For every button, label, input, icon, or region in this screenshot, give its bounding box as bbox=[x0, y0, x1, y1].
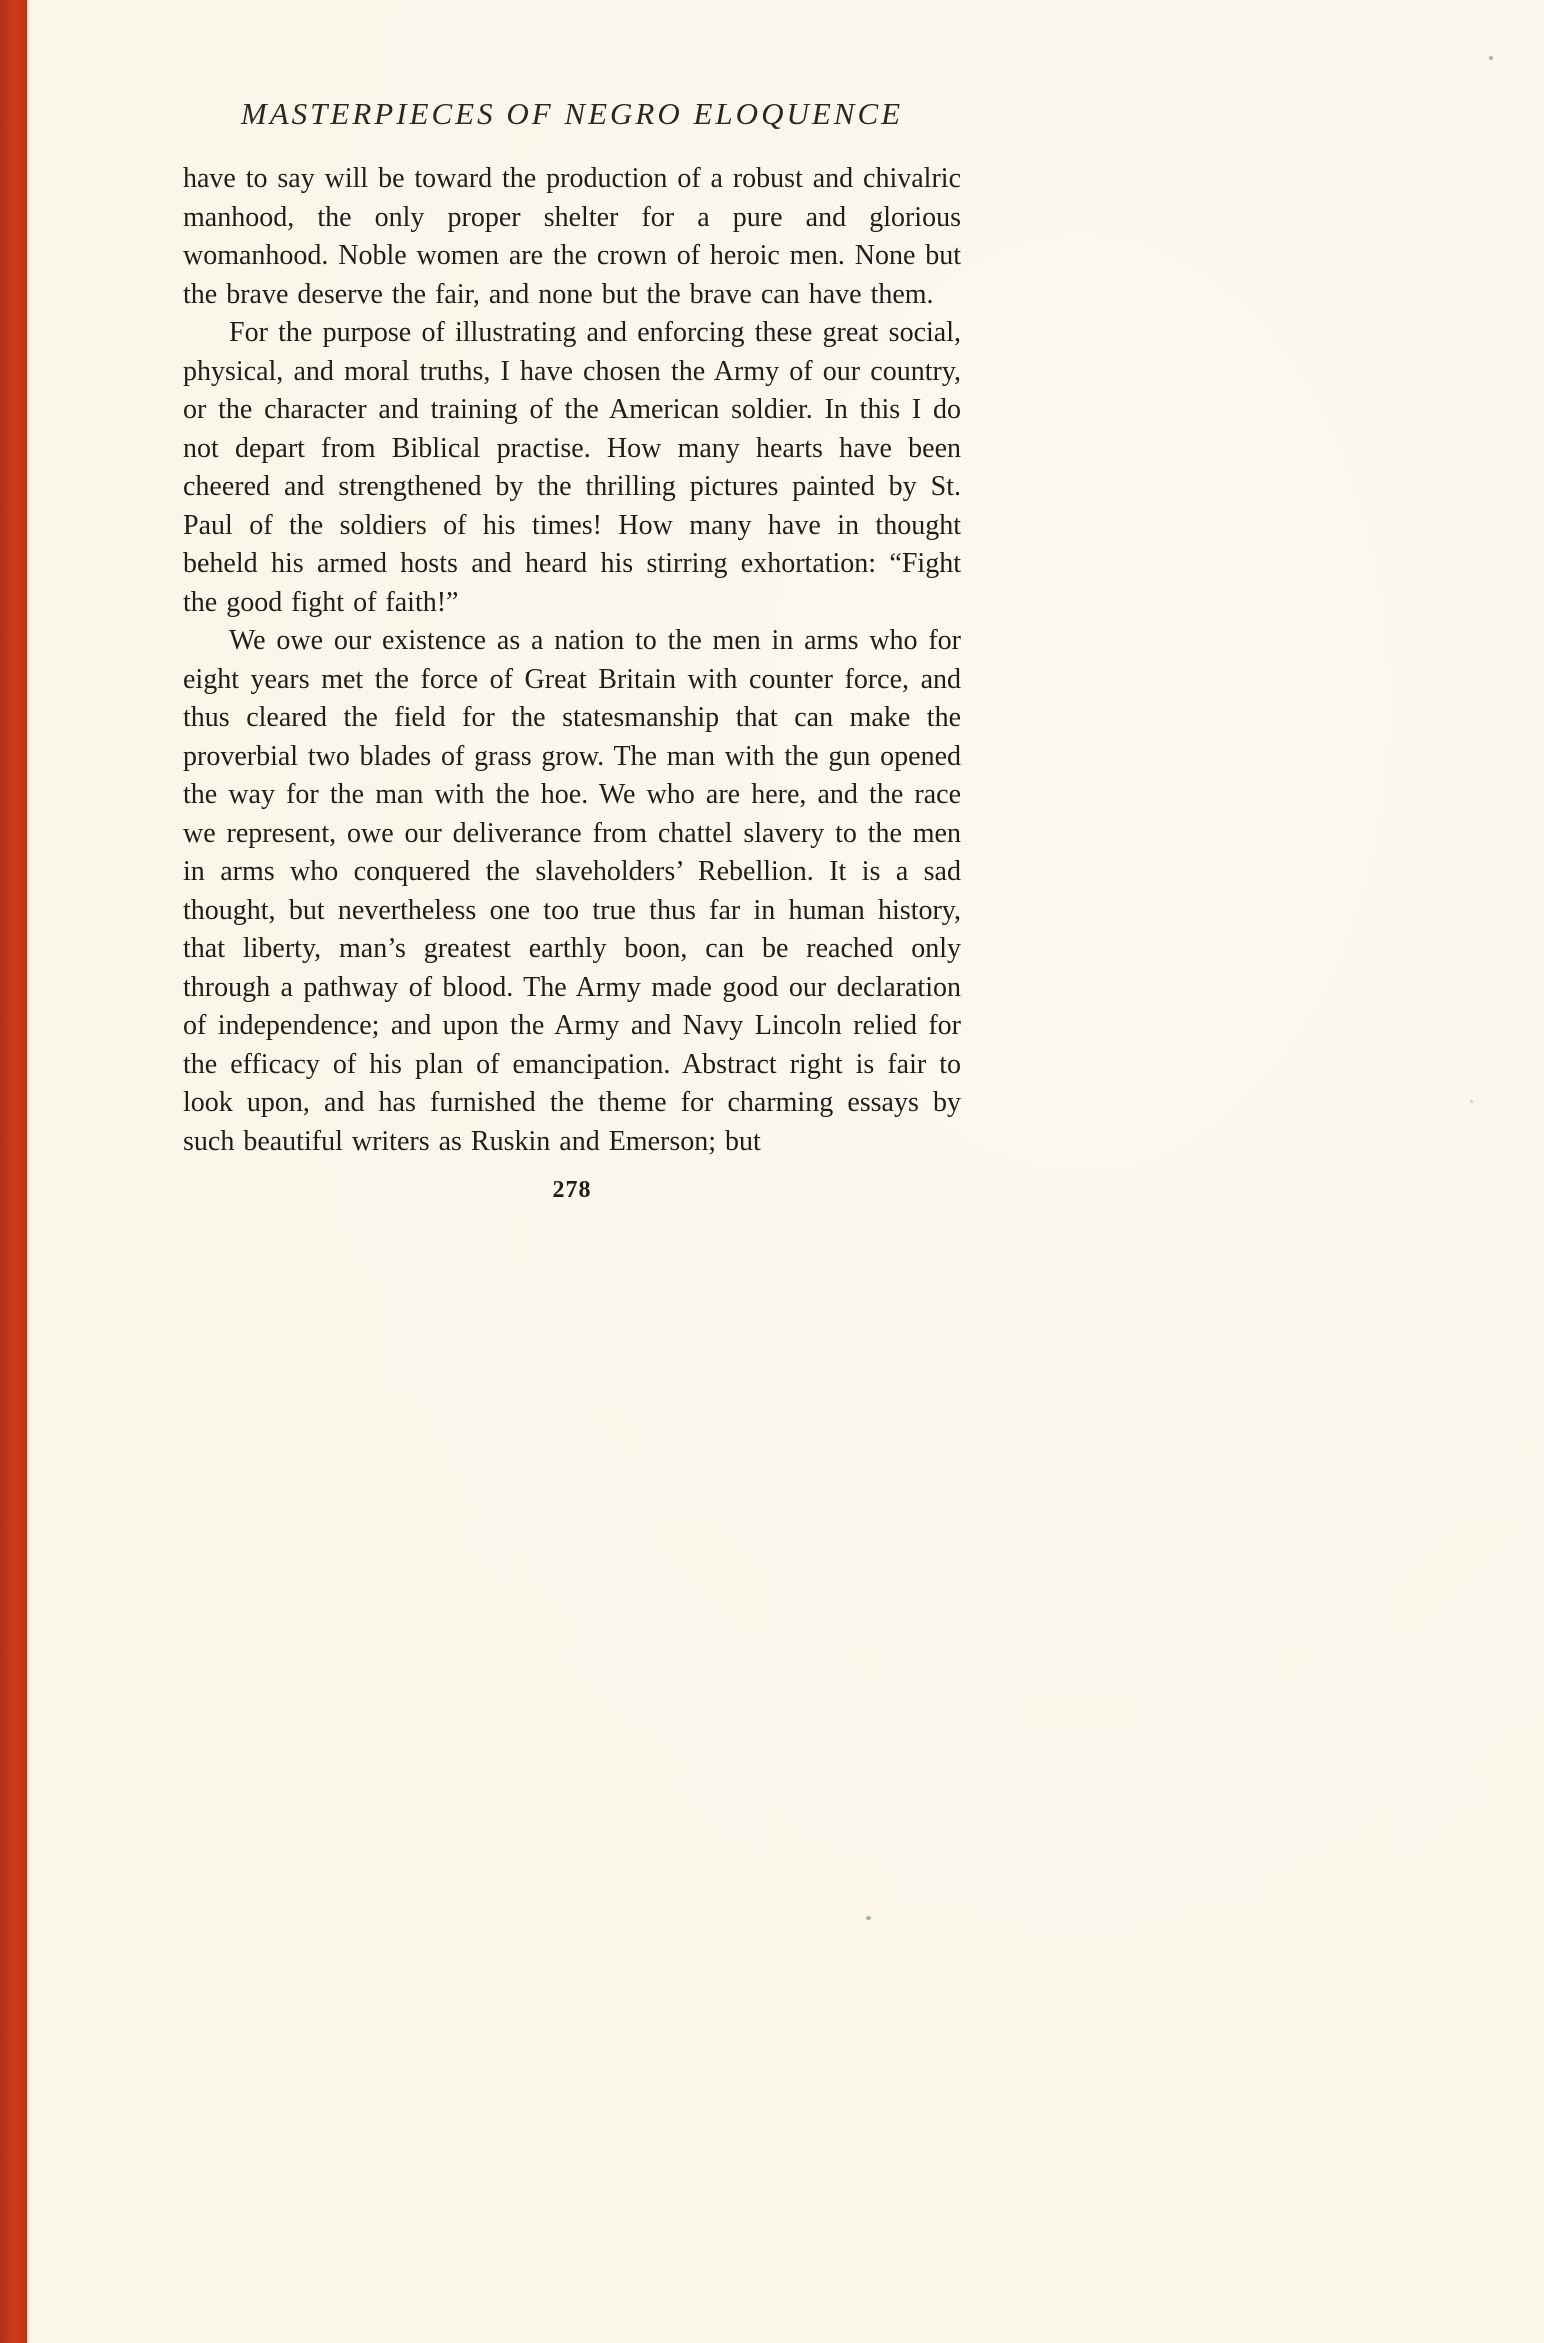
scan-speck bbox=[866, 1916, 871, 1920]
text-column bbox=[183, 96, 961, 1204]
paragraph-continuation: have to say will be toward the production of a robust and chivalric manhood, the only proper shelter for a pure and glorious womanhood. Noble women are the crown of heroic men. None but the brave deserve the fair, and none but the brave can have them. bbox=[183, 163, 961, 310]
body-text bbox=[183, 160, 961, 1161]
running-header: MASTERPIECES OF NEGRO ELOQUENCE bbox=[240, 96, 904, 131]
page-number: 278 bbox=[552, 1177, 592, 1203]
scan-speck bbox=[1489, 56, 1493, 60]
scan-speck bbox=[1470, 1100, 1473, 1103]
page-edge-strip bbox=[0, 0, 27, 2343]
paragraph: For the purpose of illustrating and enforcing these great social, physical, and moral truths, I have chosen the Army of our country, or the character and training of the American soldier. In this I do not depart from Biblical practise. How many hearts have been cheered and strengthened by the thrilling pictures painted by St. Paul of the soldiers of his times! How many have in thought beheld his armed hosts and heard his stirring exhortation: “Fight the good fight of faith!” bbox=[183, 317, 961, 618]
paragraph: We owe our existence as a nation to the men in arms who for eight years met the force of Great Britain with counter force, and thus cleared the field for the statesmanship that can make the proverbial two blades of grass grow. The man with the gun opened the way for the man with the hoe. We who are here, and the race we represent, owe our deliverance from chattel slavery to the men in arms who conquered the slaveholders’ Rebellion. It is a sad thought, but nevertheless one too true thus far in human history, that liberty, man’s greatest earthly boon, can be reached only through a pathway of blood. The Army made good our declaration of independence; and upon the Army and Navy Lincoln relied for the efficacy of his plan of emancipation. Abstract right is fair to look upon, and has furnished the theme for charming essays by such beautiful writers as Ruskin and Emerson; but bbox=[183, 625, 961, 1157]
